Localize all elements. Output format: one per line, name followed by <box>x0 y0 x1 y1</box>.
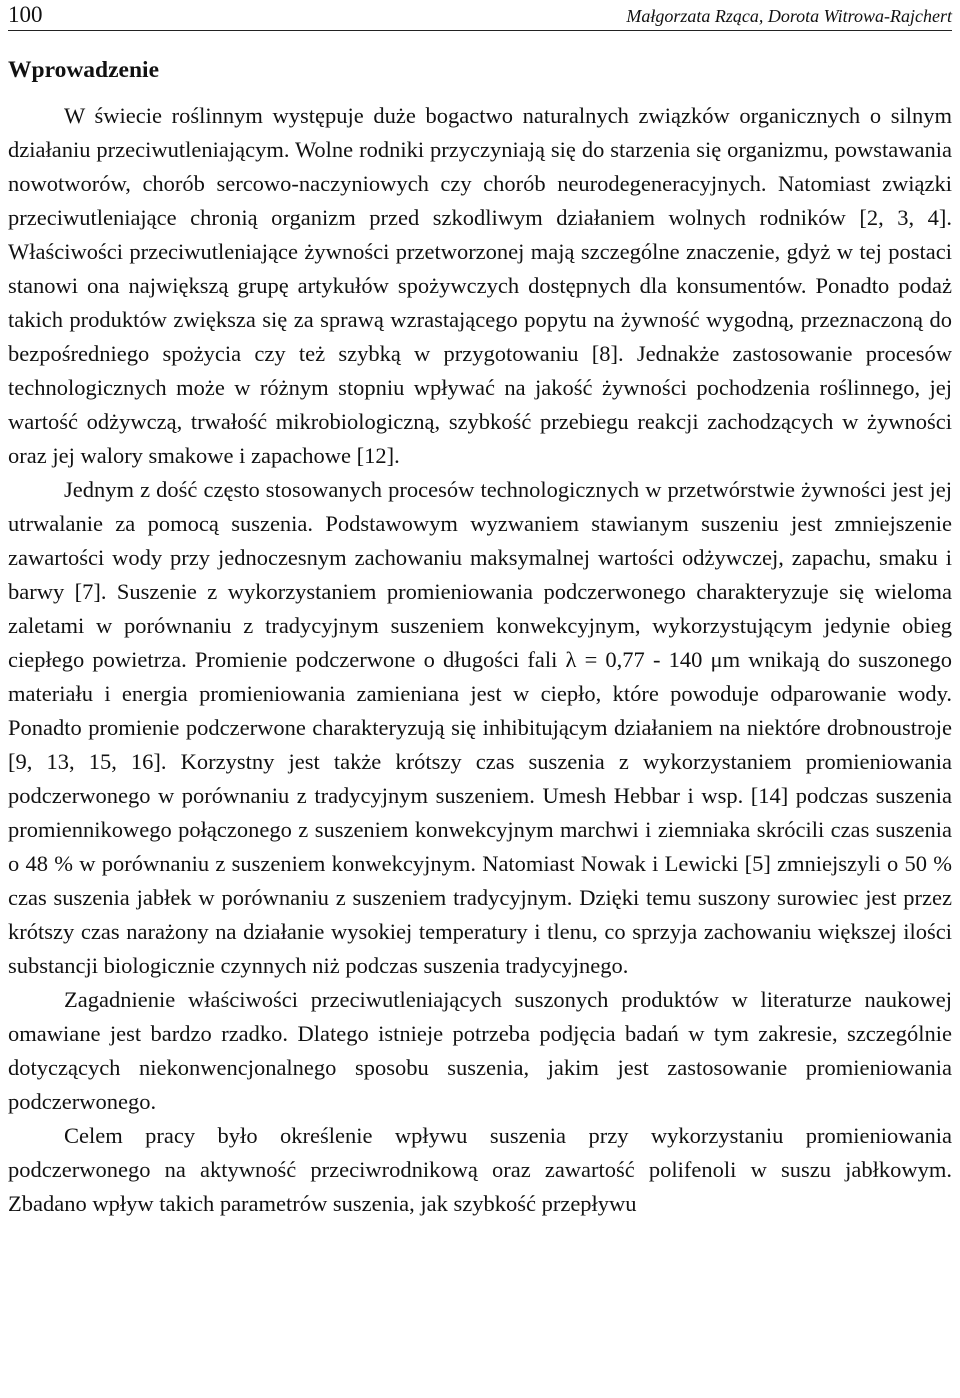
paragraph: Celem pracy było określenie wpływu suszenia przy wykorzystaniu promieniowania podczerwonego na aktywność przeciwrodnikową oraz zawartość polifenoli w suszu jabłkowym. Zbadano wpływ takich parametrów suszenia, jak szybkość przepływu <box>8 1123 952 1216</box>
section-heading: Wprowadzenie <box>8 57 160 83</box>
running-header-authors: Małgorzata Rząca, Dorota Witrowa-Rajchert <box>626 6 952 26</box>
page-number: 100 <box>8 2 43 27</box>
paragraph: W świecie roślinnym występuje duże bogactwo naturalnych związków organicznych o silnym działaniu przeciwutleniającym. Wolne rodniki przyczyniają się do starzenia się organizmu, powstawania nowotworów, chorób sercowo-naczyniowych czy chorób neurodegeneracyjnych. Natomiast związki przeciwutleniające chronią organizm przed szkodliwym działaniem wolnych rodników [2, 3, 4]. Właściwości przeciwutleniające żywności przetworzonej mają szczególne znaczenie, gdyż w tej postaci stanowi ona największą grupę artykułów spożywczych dostępnych dla konsumentów. Ponadto podaż takich produktów zwiększa się za sprawą wzrastającego popytu na żywność wygodną, przeznaczoną do bezpośredniego spożycia czy też szybką w przygotowaniu [8]. Jednakże zastosowanie procesów technologicznych może w różnym stopniu wpływać na jakość żywności pochodzenia roślinnego, jej wartość odżywczą, trwałość mikrobiologiczną, szybkość przebiegu reakcji zachodzących w żywności oraz jej walory smakowe i zapachowe [12]. <box>8 103 952 468</box>
paragraph: Zagadnienie właściwości przeciwutleniających suszonych produktów w literaturze naukowej omawiane jest bardzo rzadko. Dlatego istnieje potrzeba podjęcia badań w tym zakresie, szczególnie dotyczących niekonwencjonalnego sposobu suszenia, jakim jest zastosowanie promieniowania podczerwonego. <box>8 987 952 1114</box>
page-header <box>8 0 952 31</box>
body-text <box>8 99 952 1221</box>
paragraph: Jednym z dość często stosowanych procesów technologicznych w przetwórstwie żywności jest jej utrwalanie za pomocą suszenia. Podstawowym wyzwaniem stawianym suszeniu jest zmniejszenie zawartości wody przy jednoczesnym zachowaniu maksymalnej wartości odżywczej, zapachu, smaku i barwy [7]. Suszenie z wykorzystaniem promieniowania podczerwonego charakteryzuje się wieloma zaletami w porównaniu z tradycyjnym suszeniem konwekcyjnym, wykorzystującym jedynie obieg ciepłego powietrza. Promienie podczerwone o długości fali λ = 0,77 - 140 μm wnikają do suszonego materiału i energia promieniowania zamieniana jest w ciepło, które powoduje odparowanie wody. Ponadto promienie podczerwone charakteryzują się inhibitującym działaniem na niektóre drobnoustroje [9, 13, 15, 16]. Korzystny jest także krótszy czas suszenia z wykorzystaniem promieniowania podczerwonego w porównaniu z tradycyjnym suszeniem. Umesh Hebbar i wsp. [14] podczas suszenia promiennikowego połączonego z suszeniem konwekcyjnym marchwi i ziemniaka skrócili czas suszenia o 48 % w porównaniu z suszeniem konwekcyjnym. Natomiast Nowak i Lewicki [5] zmniejszyli o 50 % czas suszenia jabłek w porównaniu z suszeniem tradycyjnym. Dzięki temu suszony surowiec jest przez krótszy czas narażony na działanie wysokiej temperatury i tlenu, co sprzyja zachowaniu większej ilości substancji biologicznie czynnych niż podczas suszenia tradycyjnego. <box>8 477 952 978</box>
